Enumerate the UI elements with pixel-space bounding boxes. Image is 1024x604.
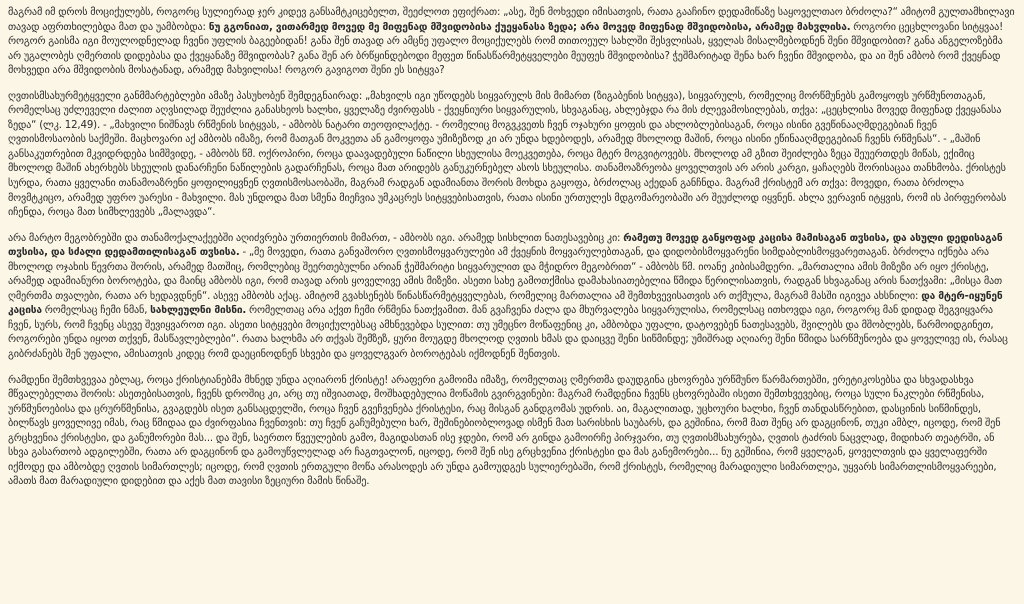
text-run: - „მე მოვედი, რათა განვაშორო ღვთისმოყვარულები ამ ქვეყნის მოყვარულებთაგან, და დიდობისმოყვარენი სიმდაბლისმოყვარეთაგან. ბრძოლა იქნება არა მხოლოდ ოჯახის წევრთა შორის, არამედ მათშიც, რომლებიც შეერთებულნი არიან ჭეშმარიტი სიყვარულით და მჭიდრო მეგობრით“ - ამბობს წმ. იოანე კიბისამდერი. „მართალია ამის მიზეზი არ იყო ქრისტე, არამედ ადამიანური ბოროტება, და მაინც ამბობს იგი, რომ თავად არის ყოველივე ამის მიზეზი. ასეთი სახე გამოთქმისა დამახასიათებელია წმიდა წერილისათვის, რადგან სხვაგანაც არის ნათქვამი: „მისცა მათ ღმერთმა თვალები, რათა არ ხედავდნენ“. ასევე ამბობს აქაც. ამიტომ გვახსენებს წინასწარმეტყველებას, რომელიც მართალია ამ შემთხვევისათვის არ თქმულა, მაგრამ მასში იგივეა ახსნილი:	[8, 247, 1003, 302]
bold-quote: ნუ გგონიათ, ვითარმედ მოვედ მე მიფენად მშვიდობისა ქუეყანასა ზედა; არა მოვედ მიფენად მშვიდობისა, არამედ მახჳლისა.	[208, 21, 851, 33]
paragraph-1	[8, 6, 1016, 79]
paragraph-4	[8, 374, 1016, 490]
paragraph-2	[8, 90, 1016, 221]
text-run: როგორი ცეცხლოვანი სიტყვაა! როგორ გაისმა იგი მოულოდნელად ჩვენი უფლის ბაგეებიდან! განა შენ თავად არ ამცნე უფალო მოციქულებს რომ თითოეულ სახლში შესვლისას, ყველას მისალმებოდნენ შენი მშვიდობით? განა ანგელოზებმა არ უგალობეს ღმერთის დიდებასა და ქვეყანაზე მშვიდობას? განა შენ არ ბრწყინდებოდი მეფეთ წინასწარმეტყველები მეუფეს მშვიდობისა? ჭეშმარიტად შენა ხარ ჩვენი მშვიდობა, და აი შენ ამბობ რომ ქვეყნად მოხვედი არა მშვიდობის მოსატანად, არამედ მახვილისა! როგორ გავიგოთ შენი ეს სიტყვა?	[8, 21, 1004, 77]
text-run: ღვთისმსახურმეტყველი განმმარტებლები ამაზე პასუხობენ შემდეგნაირად: „მახვილს იგი უწოდებს სიყვარულს მის მიმართ (ზიგაბენის სიტყვა), სიყვარულს, რომელიც მორწმუნებს გამოყოფს ურწმუნოთაგან, რომელსაც უძლეველი ძალით აღვსილად შეუძლია განასხეოს ხალხი, ყველაზე ძვირფასს - ქვეყნიური სიყვარულის, სხვაგანაც, ახლებჯდა რა მის ძლევამოსილებას, თქვა: „ცეცხლისა მოვედ მიფენად ქვეყანასა ზედა“ (ლკ. 12,49). - „მახვილი ნიშნავს რწმენის სიტყვას, - ამბობს ნატარი თეოფილაქტე. - რომელიც მოგვკვეთს ჩვენ ოჯახური ყოფის და ახლობლებისაგან, როცა ისინი გვეწინააღმდეგებიან ჩვენ ღვთისმოსაობის საქმეში. მაცხოვარი აქ ამბობს იმაზე, რომ მათგან მოკვეთა ან გამოყოფა უმიზეზოდ კი არ უნდა ხდებოდეს, არამედ მხოლოდ მაშინ, როცა ისინი ეწინააღმდეგებიან ჩვენს რწმენას“. - „მაშინ განსაკუთრებით მკვიდრდება სიმშვიდე, - ამბობს წმ. ოქროპირი, როცა დაავადებული ნაწილი სხეულისა მოეკვეთება, როცა მტერ მოგვიტოვებს. მხოლოდ ამ გზით შეიძლება ზეცა შეუერთდეს მიწას, ექიმიც მხოლოდ მაშინ ახერხებს სხეულის დანარჩენი ნაწილების გადარჩენას, როცა მათ არიდებს განუკურნებელ ასოს სხეულისა. თანამოაზრეობა ყოველთვის არ არის კარგი, ყაჩაღებს შორისაცაა თანხმობა. ქრისტეს სურდა, რათა ყველანი თანამოაზრენი ყოფილიყვნენ ღვთისმოსაობაში, მაგრამ რადგან ადამიანთა შორის მოხდა გაყოფა, ბრძოლაც აქედან განჩნდა. მაგრამ ქრისტემ არ თქვა: მოვედი, რათა ბრძოლა მოვმტკიცო, არამედ უფრო უარესი - მახვილი. მას უნდოდა მათ სმენა მიეჩვია უმკაცრეს სიტყვებისათვის, რათა ისინი ურთულეს მდგომარეობაში არ შეუძლოდ იყვნენ. ახლა ვერავინ იტყვის, რომ ის პირფერობას იჩენდა, როცა მათ სიმხლევებს „მალავდა“.	[8, 90, 1007, 219]
text-run: მაგრამ იმ დროს მოციქულებს, როგორც სულიერად ჯერ კიდევ განსამტკიცებელთ, შეეძლოთ ეფიქრათ: „ასე, შენ მოხვედი იმისათვის, რათა გააჩინო დედამიწაზე საყოველთაო ბრძოლა?“ ამიტომ გულთამხილავი თავად აფრთხილებდა მათ და უამბობდა:	[8, 7, 1015, 33]
bold-quote: რამეთუ მოვედ განყოფად კაცისა მამისაგან თჳსისა, და ასული დედისაგან თჳსისა, და სძალი დედამთილისაგან თჳსისა.	[8, 232, 1003, 259]
paragraph-3	[8, 232, 1016, 363]
text-run: რომელთაც არა აქვთ ჩემი რწმენა ნათქვამით. მან გვაჩვენა ძალა და მხურვალება სიყვარულისა, რომელსაც ითხოვდა იგი, როგორც მან დიდად შეგვიყვარა ჩვენ, სურს, რომ ჩვენც ასევე შევიყვაროთ იგი. ასეთი სიტყვები მოციქულებსაც ამხნევებდა სულით: თუ უმეცნო მოწაფენიც კი, ამბობდა უფალი, დატოვებენ ნათესავებს, შვილებს და მშობლებს, წარმოიდგინეთ, როგორები უნდა იყოთ თქვენ, მასწავლებლები“. რათა ხალხმა არ თქვას შემზეზ, ყური მოუგდე მხოლოდ ღვთის ხმას და დაიცვე შენი სიწმინდე; უმიშრად აღიარე შენი წმიდა სარწმუნოება და ყოველივე ის, რასაც გიბრძანებს შენ უფალი, ამისათვის კიდეც რომ დაეცინოდნენ სხვები და ყოველგვარ ბოროტებას იქმოდნენ შენთვის.	[8, 305, 1008, 361]
text-run: რამდენი შემთხვევაა ებლაც, როცა ქრისტიანებმა მხნედ უნდა აღიარონ ქრისტე! არაფერი გამოიმა იმაზე, რომელთაც ღმერთმა დაუდგინა ცხოვრება ურწმუნო წარმართებში, ერეტიკოსებსა და სხვადასხვა მწვალებელთა შორის: ასეთებისათვის, ჩვენს დროშიც კი, არც თუ იშვიათად, მოშხადებულია მოწამის გვირგვინები: მაგრამ რამდენია ჩვენს ცხოვრებაში ისეთი შემთხვევებიც, როცა სული ნაკლები რწმენისა, ურწმუნოებისა და ცრურწმენისა, გვაგდებს ისეთ განსაცდელში, როცა ჩვენ გვეჩვენება ქრისტესი, რაც მისგან განდგომას უდრის. აი, მაგალითად, უცხოური ხალხი, ჩვენ თანდასწრებით, დასცინის სიწმინდეს, ბილწავს ყოველივე იმას, რაც წმიდაა და ძვირფასია ჩვენთვის: თუ ჩვენ გაჩუმებული ხარ, შეშინებიობლოვად ისმენ მათ სარისხის საუბარს, და გეშინია, რომ მათ შენც არ დაგცინონ, თუკი ამბლ, იცოდე, რომ შენ გრცხვენია ქრისტესი, და განუმორები მას... და შენ, საერთო წვეულების გამო, მაგიდასთან ისე ჯდები, რომ არ გინდა გამოირჩე პირჯვარი, თუ ღვთისმსახურება, ღვთის ტაძრის ნაცვლად, მიდიხარ თეატრში, ან სხვა გასართობ ადგილებში, რათა არ დაგცინონ და გამოუწვლელად არ ჩაგთვალონ, იცოდე, რომ შენ ისე გრცხვენია ქრისტესი და მას განემორები... ნუ გეშინია, რომ ყველგან, ყოველთვის და ყველაფერში იქმოდე და ამბობდე ღვთის სიმართლეს; იცოდე, რომ ღვთის ერთგული მოწა არასოდეს არ უნდა გამოუდგეს სულიერებაში, რომ ქრისტეს, რომელიც მარადიული სიმართლეა, უყვარს სიმართლისმოყვარეები, ამათს მათ მარადიული დიდებით და აქეს მათ თავისი ზეციური მამის წინაშე.	[8, 374, 1001, 488]
bold-quote: და მტერ-იყუნენ კაცისა	[8, 290, 1003, 317]
text-run: რომელსაც ჩემი ნმან,	[41, 305, 151, 317]
bold-quote: სახლეულნი მისნი.	[150, 305, 247, 317]
text-run: არა მარტო მეგობრებში და თანამოქალაქეებში აღიძვრება ურთიერთის მიმართ, - ამბობს იგი. არამედ სისხლით ნათესავებიც კი:	[8, 232, 624, 244]
